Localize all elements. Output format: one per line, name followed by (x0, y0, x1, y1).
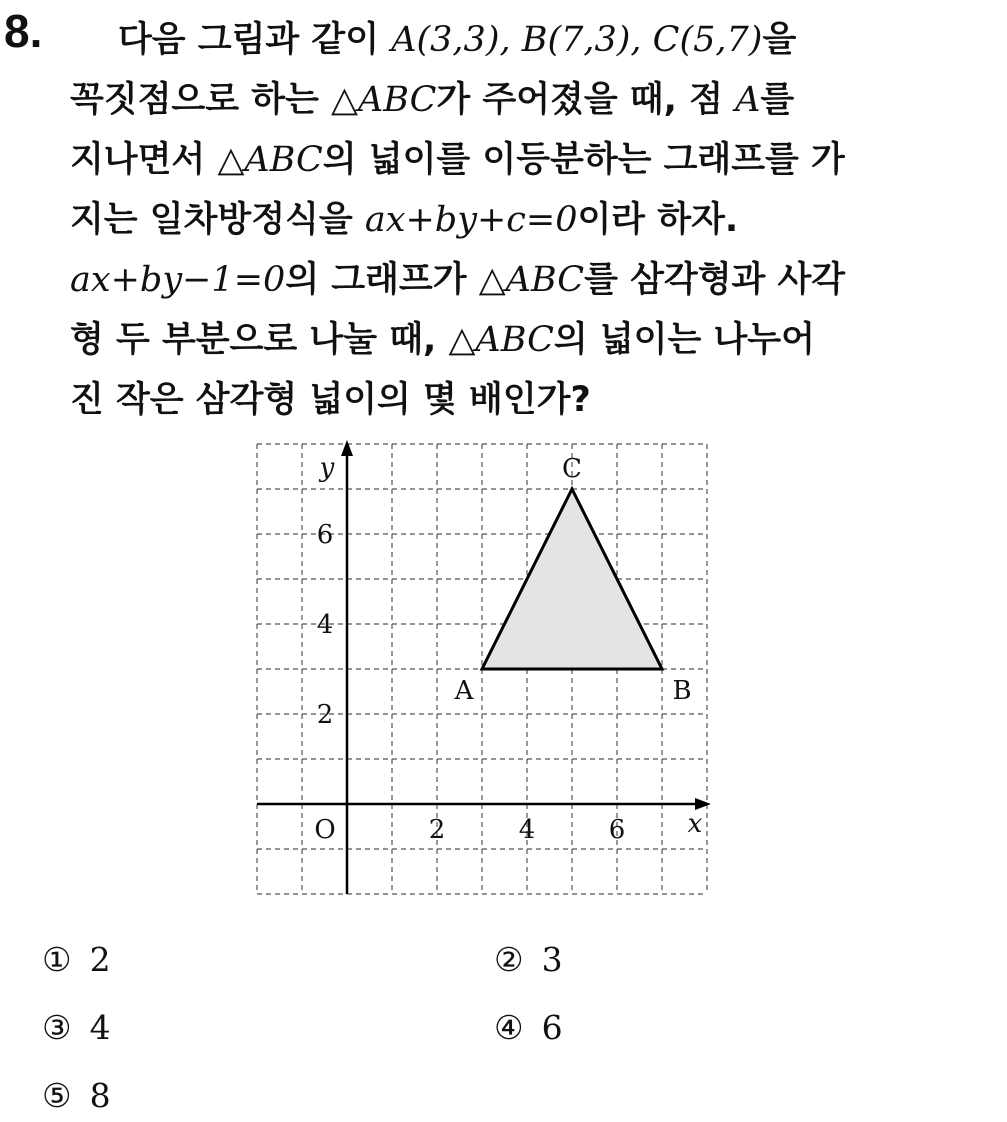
choice-3[interactable] (42, 1008, 111, 1047)
choice-value: 4 (89, 1008, 111, 1047)
text-segment: 이라 하자. (577, 200, 739, 240)
choice-mark: ① (42, 940, 72, 979)
math-segment: △ABC (478, 260, 585, 300)
y-tick-label: 6 (316, 520, 334, 550)
math-segment: ax+by−1=0 (70, 260, 286, 300)
choice-mark: ④ (494, 1008, 524, 1047)
choice-mark: ⑤ (42, 1076, 72, 1115)
question-number: 8. (4, 5, 43, 57)
y-axis-label: y (319, 453, 335, 483)
choice-value: 6 (541, 1008, 563, 1047)
question-line-1 (118, 12, 796, 62)
math-segment: △ABC (217, 140, 323, 180)
x-axis-label: x (687, 809, 703, 839)
question-line-5 (70, 252, 845, 302)
choice-2[interactable] (494, 940, 563, 979)
y-tick-label: 2 (316, 700, 334, 730)
choice-value: 8 (89, 1076, 111, 1115)
math-segment: △ABC (448, 320, 554, 360)
math-segment: A (735, 80, 761, 120)
text-segment: 형 두 부분으로 나눌 때, (70, 320, 449, 360)
text-segment: 의 그래프가 (285, 260, 479, 300)
math-segment: △ABC (331, 80, 437, 120)
choice-1[interactable] (42, 940, 111, 979)
question-line-3 (70, 132, 845, 182)
vertex-label-c: C (562, 454, 582, 484)
text-segment: 꼭짓점으로 하는 (70, 80, 332, 120)
choice-value: 3 (541, 940, 563, 979)
text-segment: 을 (762, 20, 797, 60)
choice-4[interactable] (494, 1008, 563, 1047)
text-segment: 를 삼각형과 사각 (584, 260, 846, 300)
x-tick-label: 6 (608, 815, 626, 845)
text-segment: 가 주어졌을 때, 점 (436, 80, 736, 120)
x-tick-label: 2 (428, 815, 446, 845)
text-segment: 다음 그림과 같이 (118, 20, 392, 60)
text-segment: 지나면서 (70, 140, 218, 180)
question-line-4 (70, 192, 738, 242)
question-line-2 (70, 72, 794, 122)
text-segment: 지는 일차방정식을 (70, 200, 365, 240)
choice-mark: ② (494, 940, 524, 979)
text-segment: 의 넓이를 이등분하는 그래프를 가 (322, 140, 845, 180)
y-axis-arrow-icon (341, 440, 353, 456)
text-segment: 진 작은 삼각형 넓이의 몇 배인가? (70, 380, 591, 420)
choice-mark: ③ (42, 1008, 72, 1047)
choice-value: 2 (89, 940, 111, 979)
vertex-label-a: A (454, 676, 474, 706)
origin-label: O (314, 815, 336, 845)
math-segment: ax+by+c=0 (364, 200, 578, 240)
text-segment: 의 넓이는 나누어 (553, 320, 815, 360)
question-line-6 (70, 312, 815, 362)
question-line-7 (70, 372, 591, 422)
vertex-label-b: B (672, 676, 692, 706)
text-segment: 를 (760, 80, 795, 120)
x-tick-label: 4 (518, 815, 536, 845)
coordinate-plane-figure (240, 432, 720, 902)
choice-5[interactable] (42, 1076, 111, 1115)
y-tick-label: 4 (316, 610, 334, 640)
math-segment: A(3,3), B(7,3), C(5,7) (391, 20, 763, 60)
